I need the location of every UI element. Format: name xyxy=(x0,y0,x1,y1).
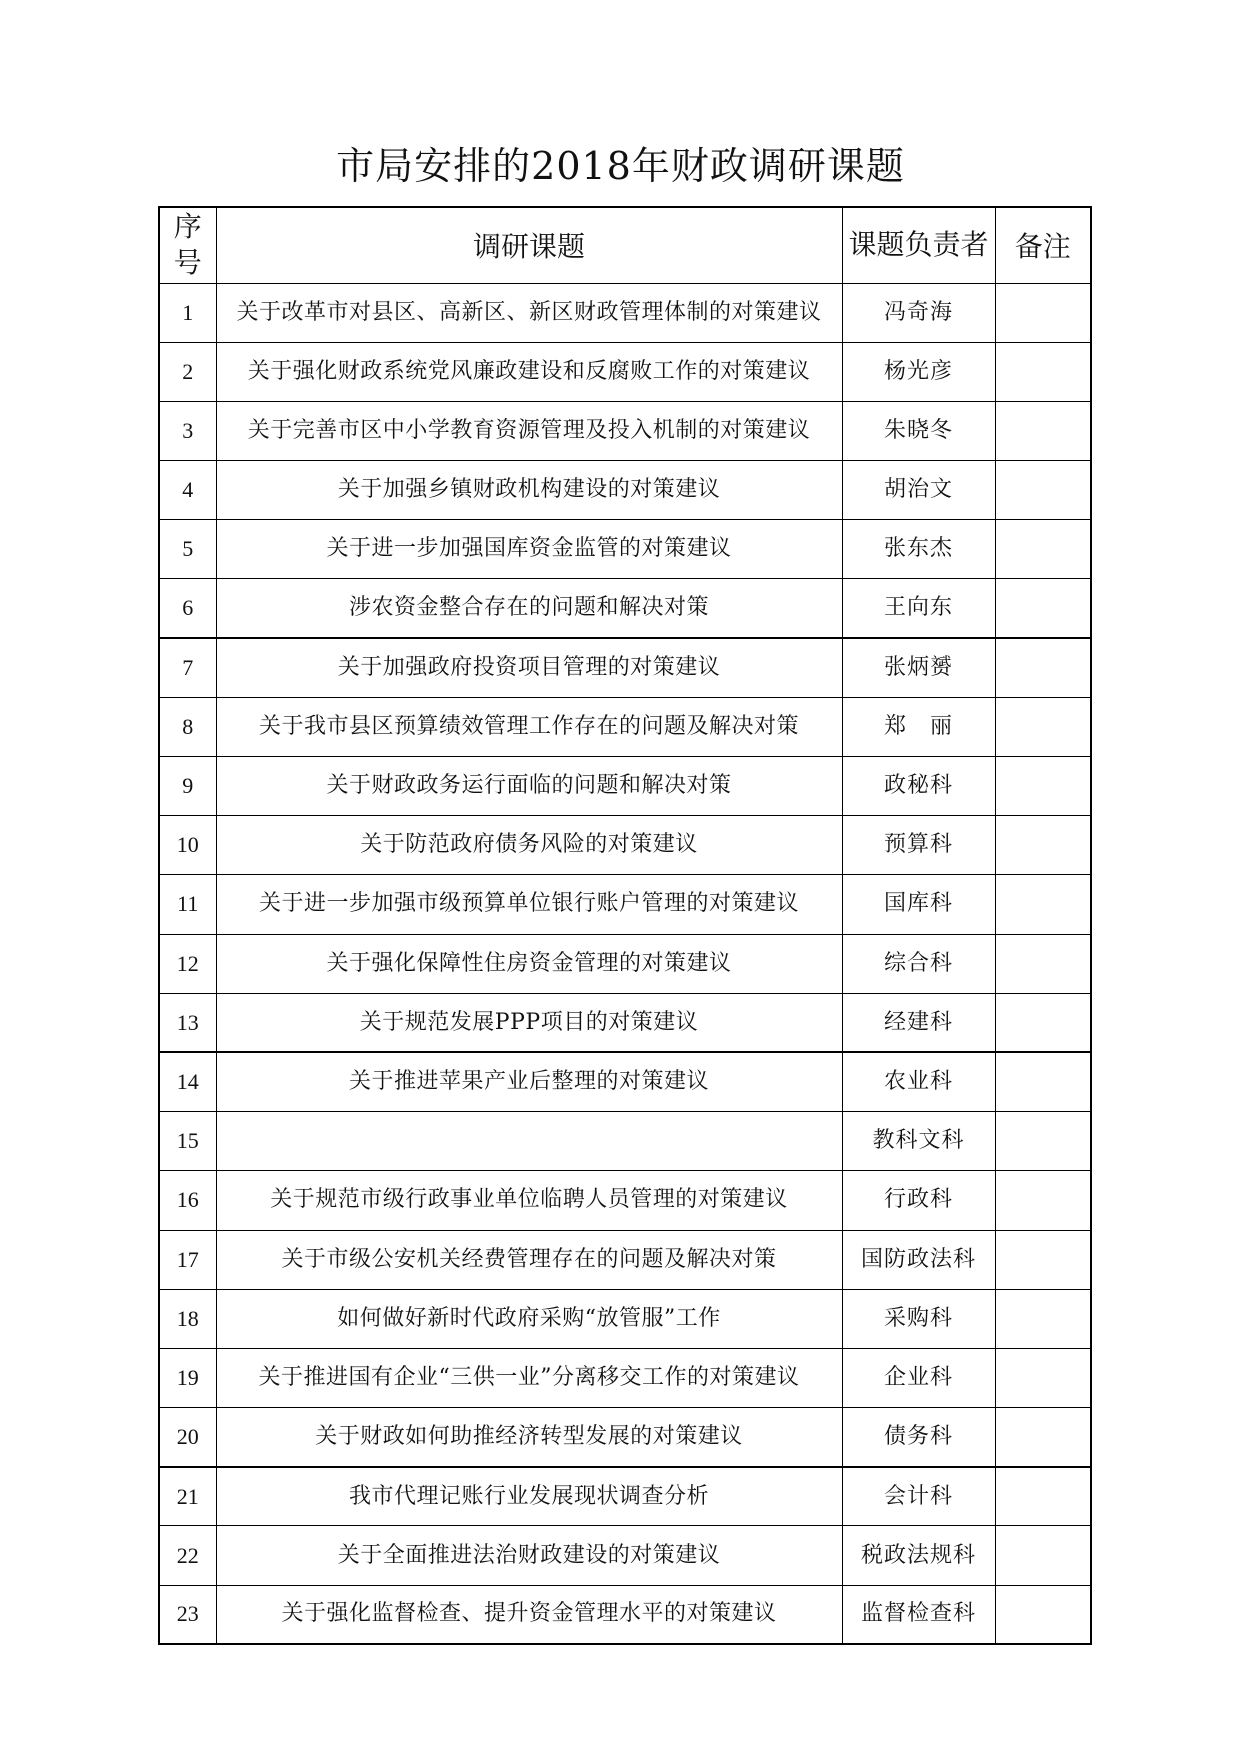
cell-owner: 债务科 xyxy=(842,1408,995,1467)
table-row xyxy=(159,1230,1091,1289)
cell-no: 11 xyxy=(159,875,216,934)
cell-no: 13 xyxy=(159,993,216,1052)
table-row xyxy=(159,816,1091,875)
column-header-owner: 课题负责者 xyxy=(842,207,995,283)
cell-no: 15 xyxy=(159,1112,216,1171)
cell-note xyxy=(995,342,1091,401)
cell-owner: 郑 丽 xyxy=(842,697,995,756)
cell-owner: 教科文科 xyxy=(842,1112,995,1171)
cell-no: 21 xyxy=(159,1467,216,1526)
cell-owner: 国防政法科 xyxy=(842,1230,995,1289)
cell-owner: 企业科 xyxy=(842,1348,995,1407)
cell-no: 9 xyxy=(159,757,216,816)
cell-owner: 张东杰 xyxy=(842,520,995,579)
cell-owner: 经建科 xyxy=(842,993,995,1052)
table-row xyxy=(159,1467,1091,1526)
table-row xyxy=(159,697,1091,756)
cell-topic: 关于规范发展PPP项目的对策建议 xyxy=(216,993,842,1052)
table-row xyxy=(159,875,1091,934)
cell-owner: 监督检查科 xyxy=(842,1585,995,1644)
cell-topic xyxy=(216,1112,842,1171)
table-row xyxy=(159,461,1091,520)
cell-note xyxy=(995,875,1091,934)
cell-no: 16 xyxy=(159,1171,216,1230)
cell-topic: 关于强化财政系统党风廉政建设和反腐败工作的对策建议 xyxy=(216,342,842,401)
cell-owner: 采购科 xyxy=(842,1289,995,1348)
cell-no: 10 xyxy=(159,816,216,875)
cell-note xyxy=(995,1052,1091,1111)
column-header-no: 序号 xyxy=(159,207,216,283)
cell-no: 19 xyxy=(159,1348,216,1407)
cell-topic: 涉农资金整合存在的问题和解决对策 xyxy=(216,579,842,638)
cell-note xyxy=(995,1408,1091,1467)
cell-owner: 政秘科 xyxy=(842,757,995,816)
cell-no: 7 xyxy=(159,638,216,697)
cell-topic: 关于加强乡镇财政机构建设的对策建议 xyxy=(216,461,842,520)
cell-note xyxy=(995,934,1091,993)
cell-topic: 关于改革市对县区、高新区、新区财政管理体制的对策建议 xyxy=(216,283,842,342)
cell-no: 18 xyxy=(159,1289,216,1348)
cell-no: 14 xyxy=(159,1052,216,1111)
cell-note xyxy=(995,638,1091,697)
cell-owner: 预算科 xyxy=(842,816,995,875)
table-row xyxy=(159,1112,1091,1171)
cell-topic: 关于规范市级行政事业单位临聘人员管理的对策建议 xyxy=(216,1171,842,1230)
cell-topic: 关于市级公安机关经费管理存在的问题及解决对策 xyxy=(216,1230,842,1289)
cell-note xyxy=(995,1230,1091,1289)
cell-topic: 如何做好新时代政府采购“放管服”工作 xyxy=(216,1289,842,1348)
cell-note xyxy=(995,816,1091,875)
table-row xyxy=(159,1052,1091,1111)
cell-owner: 农业科 xyxy=(842,1052,995,1111)
cell-owner: 杨光彦 xyxy=(842,342,995,401)
table-row xyxy=(159,342,1091,401)
table-header-row xyxy=(159,207,1091,283)
table-row xyxy=(159,993,1091,1052)
cell-no: 4 xyxy=(159,461,216,520)
cell-topic: 关于推进苹果产业后整理的对策建议 xyxy=(216,1052,842,1111)
cell-topic: 关于我市县区预算绩效管理工作存在的问题及解决对策 xyxy=(216,697,842,756)
cell-note xyxy=(995,520,1091,579)
cell-owner: 朱晓冬 xyxy=(842,401,995,460)
cell-note xyxy=(995,1526,1091,1585)
cell-note xyxy=(995,1585,1091,1644)
cell-no: 5 xyxy=(159,520,216,579)
cell-owner: 综合科 xyxy=(842,934,995,993)
table-row xyxy=(159,934,1091,993)
cell-owner: 行政科 xyxy=(842,1171,995,1230)
cell-topic: 关于强化保障性住房资金管理的对策建议 xyxy=(216,934,842,993)
table-row xyxy=(159,1526,1091,1585)
table-row xyxy=(159,401,1091,460)
table-row xyxy=(159,1171,1091,1230)
cell-no: 3 xyxy=(159,401,216,460)
cell-topic: 关于加强政府投资项目管理的对策建议 xyxy=(216,638,842,697)
page-title: 市局安排的2018年财政调研课题 xyxy=(336,144,905,188)
cell-topic: 关于完善市区中小学教育资源管理及投入机制的对策建议 xyxy=(216,401,842,460)
research-topics-table xyxy=(158,206,1092,1645)
cell-note xyxy=(995,1289,1091,1348)
table-row xyxy=(159,1408,1091,1467)
cell-note xyxy=(995,1171,1091,1230)
cell-no: 17 xyxy=(159,1230,216,1289)
cell-owner: 会计科 xyxy=(842,1467,995,1526)
cell-note xyxy=(995,697,1091,756)
table-row xyxy=(159,283,1091,342)
cell-no: 23 xyxy=(159,1585,216,1644)
cell-no: 22 xyxy=(159,1526,216,1585)
cell-owner: 国库科 xyxy=(842,875,995,934)
cell-note xyxy=(995,993,1091,1052)
table-row xyxy=(159,579,1091,638)
cell-owner: 张炳赟 xyxy=(842,638,995,697)
cell-topic: 关于全面推进法治财政建设的对策建议 xyxy=(216,1526,842,1585)
column-header-topic: 调研课题 xyxy=(216,207,842,283)
cell-note xyxy=(995,461,1091,520)
cell-no: 12 xyxy=(159,934,216,993)
cell-note xyxy=(995,1112,1091,1171)
table-row xyxy=(159,520,1091,579)
cell-note xyxy=(995,1348,1091,1407)
cell-no: 6 xyxy=(159,579,216,638)
cell-topic: 关于推进国有企业“三供一业”分离移交工作的对策建议 xyxy=(216,1348,842,1407)
cell-no: 8 xyxy=(159,697,216,756)
cell-topic: 关于强化监督检查、提升资金管理水平的对策建议 xyxy=(216,1585,842,1644)
cell-topic: 关于进一步加强国库资金监管的对策建议 xyxy=(216,520,842,579)
cell-note xyxy=(995,283,1091,342)
cell-topic: 我市代理记账行业发展现状调查分析 xyxy=(216,1467,842,1526)
cell-no: 1 xyxy=(159,283,216,342)
cell-owner: 税政法规科 xyxy=(842,1526,995,1585)
cell-owner: 王向东 xyxy=(842,579,995,638)
cell-owner: 冯奇海 xyxy=(842,283,995,342)
cell-owner: 胡治文 xyxy=(842,461,995,520)
cell-topic: 关于财政政务运行面临的问题和解决对策 xyxy=(216,757,842,816)
cell-note xyxy=(995,401,1091,460)
table-row xyxy=(159,1348,1091,1407)
table-row xyxy=(159,757,1091,816)
cell-no: 2 xyxy=(159,342,216,401)
cell-topic: 关于防范政府债务风险的对策建议 xyxy=(216,816,842,875)
cell-note xyxy=(995,579,1091,638)
cell-note xyxy=(995,757,1091,816)
table-row xyxy=(159,1585,1091,1644)
cell-note xyxy=(995,1467,1091,1526)
cell-no: 20 xyxy=(159,1408,216,1467)
cell-topic: 关于财政如何助推经济转型发展的对策建议 xyxy=(216,1408,842,1467)
table-row xyxy=(159,1289,1091,1348)
cell-topic: 关于进一步加强市级预算单位银行账户管理的对策建议 xyxy=(216,875,842,934)
table-body xyxy=(159,283,1091,1644)
column-header-note: 备注 xyxy=(995,207,1091,283)
table-row xyxy=(159,638,1091,697)
